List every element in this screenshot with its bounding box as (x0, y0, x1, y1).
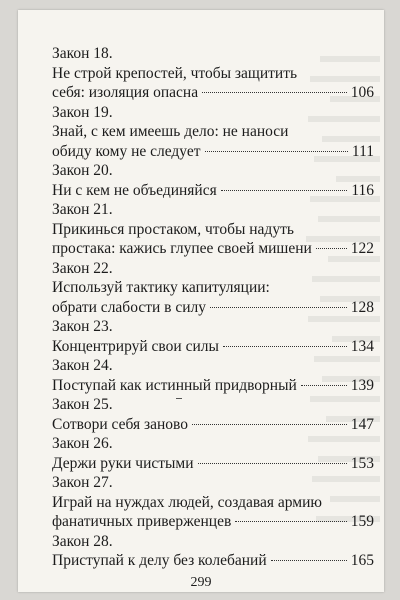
law-number: Закон 25. (52, 396, 113, 413)
entry-title-line: Знай, с кем имеешь дело: не наноси (52, 123, 289, 140)
toc-entry[interactable] (52, 532, 374, 571)
entry-title-row (52, 512, 374, 532)
toc-entry[interactable] (52, 356, 374, 395)
entry-title-line: Держи руки чистыми (52, 454, 194, 472)
entry-title-row (52, 83, 374, 103)
entry-title-line: Играй на нуждах людей, создавая армию (52, 493, 322, 511)
entry-title-line: фанатичных приверженцев (52, 513, 232, 530)
page-number: 116 (351, 181, 374, 199)
leader-dots (198, 463, 347, 464)
entry-title-row (52, 337, 374, 357)
page-number: 139 (350, 376, 374, 394)
entry-title-line: Не строй крепостей, чтобы защитить (52, 64, 298, 82)
toc-entry[interactable] (52, 259, 374, 318)
page-number: 165 (350, 552, 374, 569)
law-number: Закон 28. (52, 532, 113, 550)
entry-title-line: Используй тактику капитуляции: (52, 279, 270, 296)
entry-title-line: Сотвори себя заново (52, 415, 189, 433)
law-number: Закон 23. (52, 318, 113, 335)
toc-entry[interactable] (52, 473, 374, 532)
law-number: Закон 27. (52, 474, 113, 491)
leader-dots (235, 521, 346, 522)
entry-title-row (52, 142, 374, 162)
toc-entry[interactable] (52, 200, 374, 259)
toc-entry[interactable] (52, 44, 374, 103)
page-number: 134 (350, 337, 374, 355)
page-folio-number: 299 (190, 575, 212, 590)
page-number: 106 (350, 84, 374, 101)
entry-title-line: обиду кому не следует (52, 142, 201, 160)
leader-dots (192, 424, 347, 425)
toc-entry[interactable] (52, 161, 374, 200)
leader-dots (316, 248, 347, 249)
toc-entry[interactable] (52, 317, 374, 356)
table-of-contents (52, 44, 374, 571)
entry-title-line: простака: кажись глупее своей мишени (52, 240, 312, 257)
law-number: Закон 26. (52, 435, 113, 452)
entry-title-row (52, 239, 374, 259)
stray-mark (176, 398, 182, 399)
entry-title-line: Концентрируй свои силы (52, 337, 219, 355)
entry-title-line: обрати слабости в силу (52, 298, 207, 316)
leader-dots (223, 346, 347, 347)
law-number: Закон 20. (52, 162, 113, 179)
leader-dots (205, 151, 348, 152)
page-number: 159 (350, 513, 374, 530)
entry-title-line: Приступай к делу без колебаний (52, 552, 267, 569)
book-page (18, 10, 384, 592)
entry-title-line: себя: изоляция опасна (52, 84, 199, 101)
law-number: Закон 18. (52, 45, 113, 62)
entry-title-line: Поступай как истинный придворный (52, 376, 297, 394)
leader-dots (271, 560, 347, 561)
entry-title-line: Ни с кем не объединяйся (52, 181, 217, 199)
law-number: Закон 24. (52, 357, 113, 374)
entry-title-row (52, 376, 374, 396)
law-number: Закон 22. (52, 259, 113, 277)
toc-entry[interactable] (52, 395, 374, 434)
toc-entry[interactable] (52, 434, 374, 473)
law-number: Закон 21. (52, 201, 113, 218)
leader-dots (202, 92, 347, 93)
leader-dots (301, 385, 347, 386)
page-number: 122 (350, 240, 374, 257)
entry-title-row (52, 454, 374, 474)
law-number: Закон 19. (52, 103, 113, 121)
entry-title-line: Прикинься простаком, чтобы надуть (52, 220, 294, 238)
entry-title-row (52, 298, 374, 318)
page-number: 147 (350, 415, 374, 433)
leader-dots (210, 307, 347, 308)
entry-title-row (52, 551, 374, 571)
page-number: 128 (350, 298, 374, 316)
leader-dots (221, 190, 348, 191)
page-number: 111 (351, 142, 374, 160)
page-number: 153 (350, 454, 374, 472)
entry-title-row (52, 415, 374, 435)
entry-title-row (52, 181, 374, 201)
toc-entry[interactable] (52, 103, 374, 162)
